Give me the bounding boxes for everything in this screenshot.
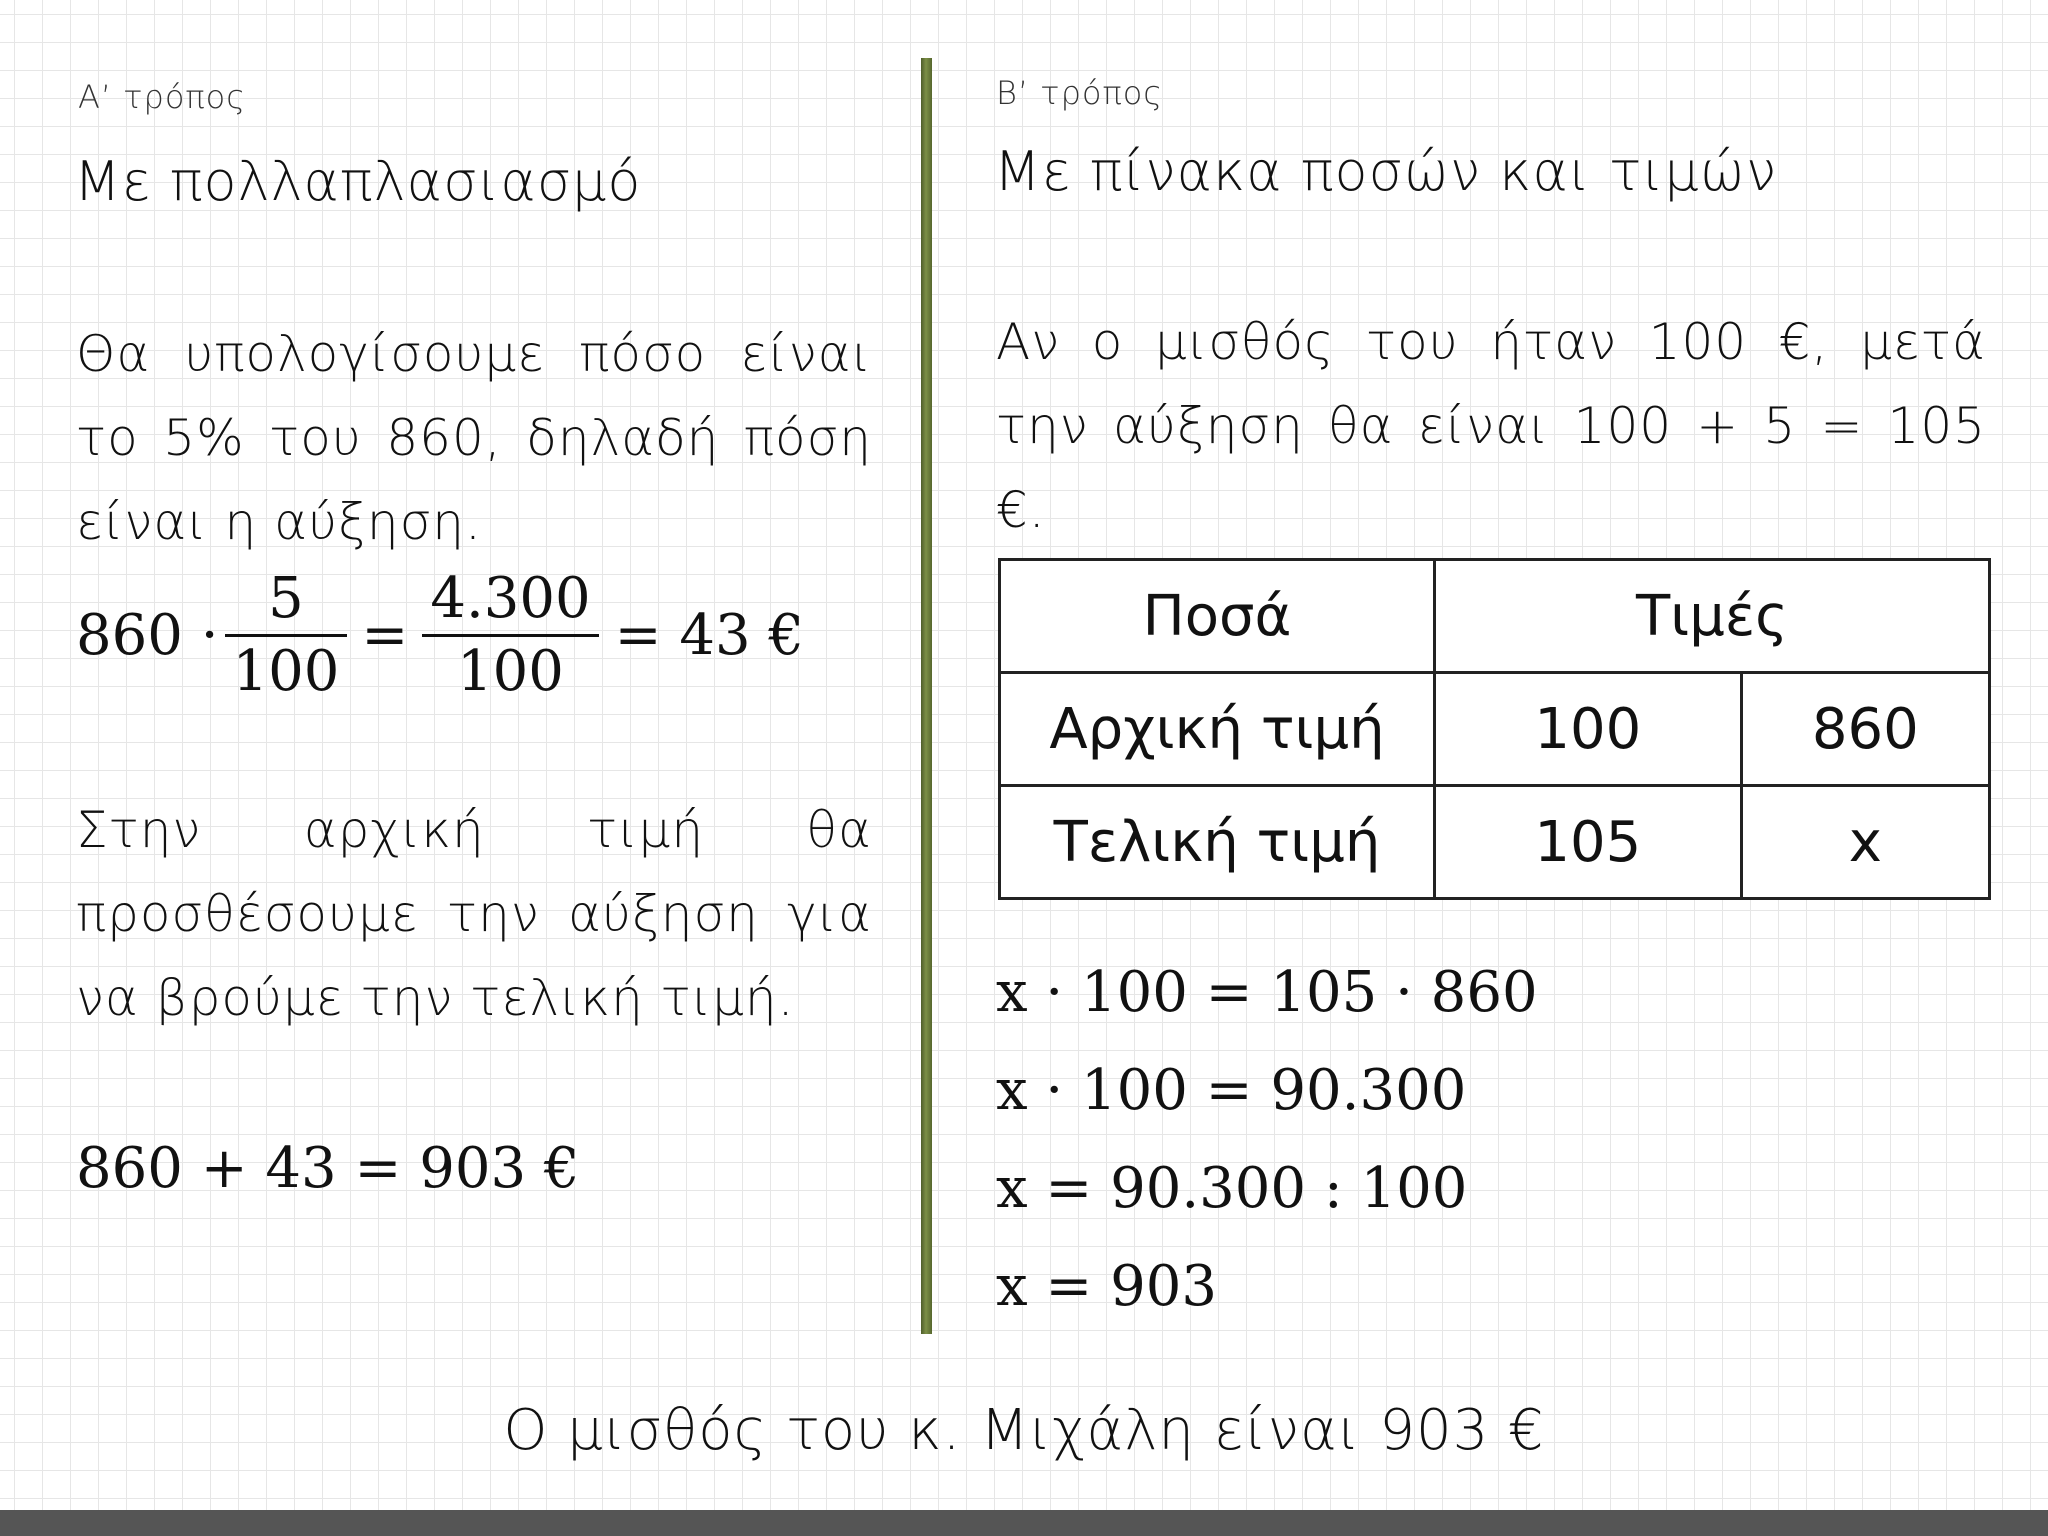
right-section-title: Με πίνακα ποσών και τιμών [994,140,1778,203]
row-value-1: 105 [1435,786,1742,899]
left-sum: 860 + 43 = 903 € [76,1136,580,1201]
fraction-1 [225,564,348,707]
equation-line: x · 100 = 90.300 [996,1058,1467,1123]
left-paragraph-2: Στην αρχική τιμή θα προσθέσουμε την αύξηση για να βρούμε την τελική τιμή. [76,801,872,1027]
table-header-row [1000,560,1990,673]
calc-term: 860 · [76,603,219,668]
left-paragraph-1: Θα υπολογίσουμε πόσο είναι το 5% του 860, δηλαδή πόση είναι η αύξηση. [76,325,872,551]
row-label: Τελική τιμή [1000,786,1435,899]
equation-line: x = 903 [996,1254,1217,1319]
left-section-title: Με πολλαπλασιασμό [74,150,642,213]
right-method-label: Β’ τρόπος [996,74,1164,112]
fraction-1-denominator: 100 [232,639,340,704]
fraction-2-denominator: 100 [457,639,564,704]
fraction-2 [422,564,598,707]
equation-line: x · 100 = 105 · 860 [996,960,1538,1025]
right-paragraph: Αν ο μισθός του ήταν 100 €, μετά την αύξηση θα είναι 100 + 5 = 105 €. [996,313,1986,539]
equation-line: x = 90.300 : 100 [996,1156,1468,1221]
row-value-2: 860 [1741,673,1989,786]
left-fraction-calculation [76,564,804,707]
left-method-label: Α’ τρόπος [78,78,247,116]
header-quantities: Ποσά [1000,560,1435,673]
equals-sign: = [361,603,409,668]
table-row [1000,786,1990,899]
table-row [1000,673,1990,786]
fraction-1-numerator: 5 [225,564,348,637]
header-values: Τιμές [1435,560,1990,673]
calc-result: = 43 € [614,603,805,668]
fraction-2-numerator: 4.300 [422,564,598,637]
row-label: Αρχική τιμή [1000,673,1435,786]
conclusion-text: Ο μισθός του κ. Μιχάλη είναι 903 € [503,1398,1545,1463]
column-divider [921,58,932,1334]
bottom-bar [0,1510,2048,1536]
quantities-values-table [998,558,1991,900]
row-value-1: 100 [1435,673,1742,786]
row-value-2: x [1741,786,1989,899]
